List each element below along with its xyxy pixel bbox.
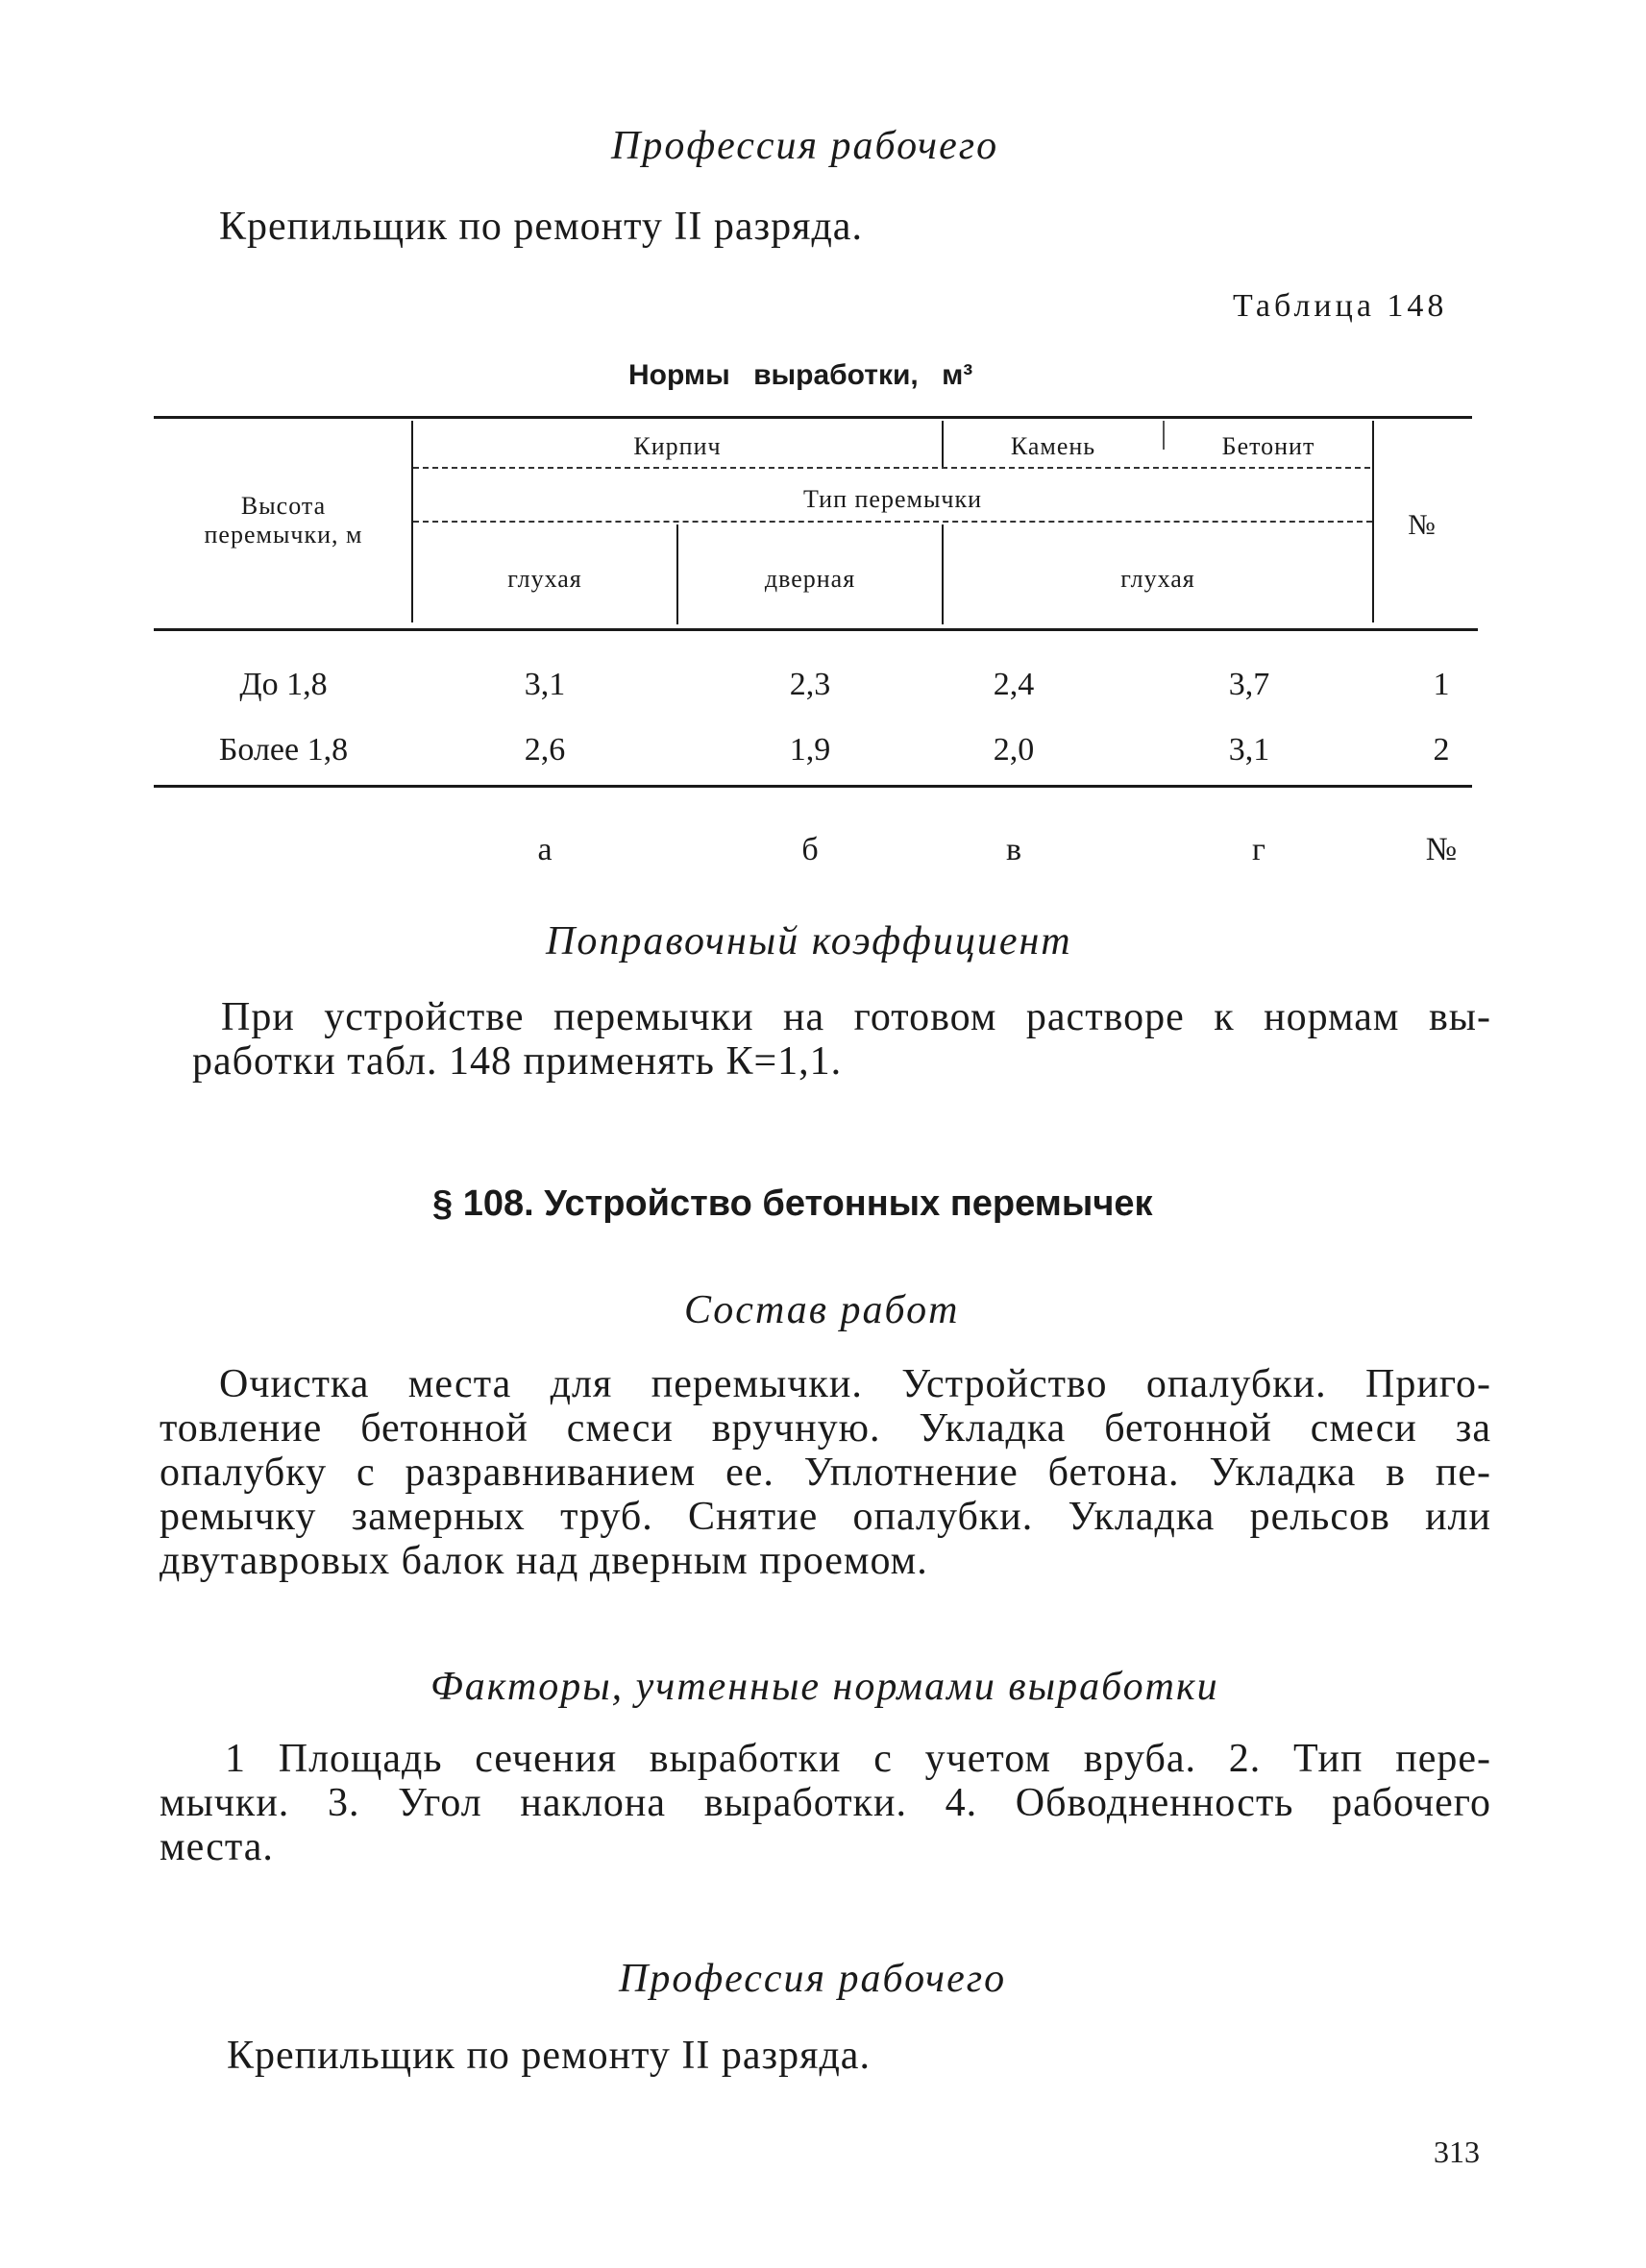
composition-line: двутавровых балок над дверным проемом. [160, 1539, 928, 1583]
profession-heading-top: Профессия рабочего [611, 124, 999, 168]
row1-num: 1 [1433, 667, 1450, 702]
composition-line: ремычку замерных труб. Снятие опалубки. Укладка рельсов или [160, 1495, 1491, 1539]
page-number: 313 [1434, 2134, 1480, 2169]
col-letter-b: б [801, 832, 819, 867]
profession-text-bottom: Крепильщик по ремонту II разряда. [227, 2034, 871, 2078]
row1-a: 3,1 [524, 667, 566, 702]
composition-line: Очистка места для перемычки. Устройство опалубки. Приго- [219, 1362, 1491, 1406]
header-group-stone: Камень [1010, 432, 1096, 460]
correction-line1: При устройстве перемычки на готовом растворе к нормам вы- [221, 995, 1491, 1039]
header-num: № [1408, 509, 1437, 541]
composition-line: товление бетонной смеси вручную. Укладка бетонной смеси за [160, 1406, 1491, 1451]
row2-height: Более 1,8 [218, 732, 349, 768]
col-letter-num: № [1425, 832, 1458, 867]
header-group-brick: Кирпич [633, 432, 722, 460]
header-group-betonit: Бетонит [1221, 432, 1315, 460]
factors-heading: Факторы, учтенные нормами выработки [430, 1665, 1219, 1709]
col-letter-g: г [1252, 832, 1265, 867]
col-letter-a: а [537, 832, 553, 867]
composition-heading: Состав работ [684, 1288, 960, 1332]
header-height-line1: Высота [240, 492, 327, 520]
composition-line: опалубку с разравниванием ее. Уплотнение бетона. Укладка в пе- [160, 1451, 1491, 1495]
profession-text-top: Крепильщик по ремонту II разряда. [219, 205, 863, 249]
header-col-b-type: дверная [764, 565, 856, 593]
profession-heading-bottom: Профессия рабочего [619, 1957, 1007, 2001]
composition-paragraph [160, 1362, 1491, 1583]
correction-line2: работки табл. 148 применять К=1,1. [192, 1039, 843, 1084]
row2-v: 2,0 [993, 732, 1035, 768]
header-col-vg-type: глухая [1120, 565, 1195, 593]
section-title: § 108. Устройство бетонных перемычек [432, 1183, 1153, 1224]
row2-g: 3,1 [1228, 732, 1270, 768]
row2-b: 1,9 [789, 732, 831, 768]
row1-v: 2,4 [993, 667, 1035, 702]
row1-g: 3,7 [1228, 667, 1270, 702]
table-bottom-rule [154, 785, 1472, 788]
table-title: Нормы выработки, м³ [628, 359, 973, 391]
col-letter-v: в [1005, 832, 1022, 867]
table-top-rule [154, 416, 1472, 419]
row2-num: 2 [1433, 732, 1450, 768]
factors-paragraph [160, 1737, 1491, 1869]
row1-height: До 1,8 [239, 667, 328, 702]
header-type-label: Тип перемычки [802, 485, 983, 513]
factors-line: мычки. 3. Угол наклона выработки. 4. Обводненность рабочего [160, 1781, 1491, 1825]
table-header-rule [154, 628, 1478, 631]
table-caption: Таблица 148 [1233, 288, 1448, 324]
correction-heading: Поправочный коэффициент [546, 919, 1072, 963]
header-col-a-type: глухая [507, 565, 582, 593]
row1-b: 2,3 [789, 667, 831, 702]
row2-a: 2,6 [524, 732, 566, 768]
table-dash-group [413, 467, 1370, 469]
factors-line: 1 Площадь сечения выработки с учетом вруба. 2. Тип пере- [225, 1737, 1491, 1781]
header-height-line2: перемычки, м [204, 521, 363, 549]
factors-line: места. [160, 1825, 274, 1869]
correction-paragraph [192, 995, 1491, 1084]
table-dash-type [413, 521, 1372, 523]
